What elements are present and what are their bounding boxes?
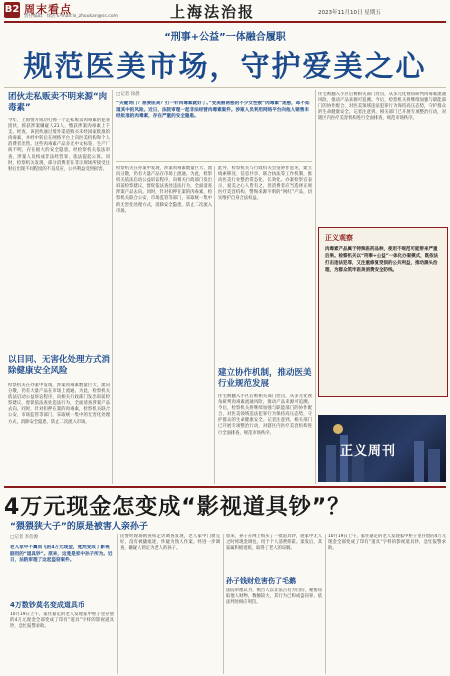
column-rule (214, 166, 215, 484)
article1-subhead-3: 建立协作机制，推动医美行业规范发展 (218, 368, 312, 389)
column-rule (112, 90, 113, 484)
article2-kicker: “猥猥狭大子”的原是被害人亲孙子 (10, 522, 148, 532)
article2-column-2: 民警经现场勘查和走访调查发现，老人家中门窗完好，没有被撬痕迹，怀疑为熟人作案。经进一步调查，嫌疑人锁定为老人的孙子。 (120, 534, 220, 552)
article1-column-4: 住宅被翻入小区后被相关部门处罚，从多元化视角研判肉毒素流通风险，推动产品来源可追溯。今后，检察机关将继续加强与职能部门的协作配合，对医美领域违法犯罪行为保持高压态势，守护群众的生命健康安全。记者注意到，相关部门已开展专项整治行动，对辖区内医疗美容机构进行全面排查，规范市场秩序。 (318, 92, 446, 122)
page-badge: B2 (4, 2, 20, 18)
article1-column-1b: 检察机关在办案中发现，涉案肉毒素数量巨大、流向分散，仍有大量产品在市场上流通。为此，检察机关依法启动公益诉讼程序，向相关行政部门发出诉前检察建议，督促依法查处违法行为，全面清查涉案产品去向。同时，针对扣押在案的肉毒素，检察机关联合公安、市场监管等部门，采取统一集中的无害化处理方式，消除安全隐患，防止二次流入市场。 (8, 383, 110, 425)
editorial-body: 肉毒素产品属于特殊医药品种，使用不规范可能带来严重后果。检察机关以“刑事+公益”一体化办案模式，既依法打击违法犯罪，又注重修复受损的公共利益，推动源头治理，为群众筑牢医美消费安全防线。 (325, 247, 439, 273)
divider (116, 161, 312, 162)
column-rule (325, 534, 326, 674)
column-rule (223, 534, 224, 674)
article2-subhead-2: 孙子钱财危害伤了毛鹅 (226, 577, 296, 585)
article2-lead: 老人家中不翼而飞的4万元现金，竟然变成了影视剧用的“道具钞”。原来，这竟是家中孙子所为。近日，法院审理了这起盗窃案件。 (10, 545, 113, 564)
article2-column-4: 10月19日上午，家住嘉定的老人发现家中柜子里存放的4万元现金全部变成了印有“道具”字样的影视道具钞，急忙报警求助。 (328, 534, 446, 552)
article2-byline: □记者 李浩源 (10, 535, 39, 540)
divider (4, 87, 446, 88)
section-title: 周末看点 (24, 3, 72, 16)
article1-column-3: 此外，检察机关与行政机关会签协作意见，建立线索移送、信息共享、联合执法等工作机制，推动医美行业整治常态化、长效化。办案检察官表示，爱美之心人皆有之，但消费者应当选择正规医疗美容机构，警惕来源不明的“网红”产品，切实维护自身合法权益。 (218, 166, 312, 202)
article1-lead: “关键词门？想要医美？打一针肉毒素就好了。”受美丽诱惑的不少女性被“肉毒素”迷惑，却不知道其中的风险。近日，法院审理一起非法经营肉毒素案件。涉案人员利用网络平台向他人销售未经批准的肉毒素，存在严重的安全隐患。 (116, 101, 310, 120)
article1-title: 规范医美市场，守护爱美之心 (23, 49, 427, 83)
article2-column-3: 原来，孙子在网上购买了一批道具钞，趁家中无人之时将现金调包，用于个人消费挥霍。案发后，其家属积极退赔，取得了老人的谅解。 (226, 534, 322, 552)
zhengyi-banner-label: 正义周刊 (340, 444, 397, 459)
article1-subhead-2: 以目同、无害化处理方式消除健康安全风险 (8, 355, 111, 376)
editorial-heading: 正义观察 (325, 234, 353, 242)
column-rule (315, 90, 316, 484)
newspaper-header (0, 0, 450, 22)
article1-column-3b: 住宅被翻入小区后被相关部门处罚，从多元化视角研判肉毒素流通风险，推动产品来源可追溯。今后，检察机关将继续加强与职能部门的协作配合，对医美领域违法犯罪行为保持高压态势，守护群众的生命健康安全。记者注意到，相关部门已开展专项整治行动，对辖区内医疗美容机构进行全面排查，规范市场秩序。 (218, 394, 312, 436)
article2-column-1: 10月19日上午，家住嘉定的老人发现家中柜子里存放的4万元现金全部变成了印有“道具”字样的影视道具钞，急忙报警求助。 (10, 612, 114, 630)
article1-column-2: 检察机关在办案中发现，涉案肉毒素数量巨大、流向分散，仍有大量产品在市场上流通。为此，检察机关依法启动公益诉讼程序，向相关行政部门发出诉前检察建议，督促依法查处违法行为，全面清查涉案产品去向。同时，针对扣押在案的肉毒素，检察机关联合公安、市场监管等部门，采取统一集中的无害化处理方式，消除安全隐患，防止二次流入市场。 (116, 166, 212, 214)
editorial-box (318, 227, 448, 397)
article1-column-1: 今年，上海警方成功打掉一个走私贩卖肉毒素的犯罪团伙，抓获涉案嫌疑人21人，缴获涉案肉毒素上千支。经查，该团伙通过境外渠道购买未经国家批准的肉毒素，并经中转后在网络平台上向医美机构和个人消费者出售。这些肉毒素产品多无中文标签、生产厂商不明，存在极大的安全隐患。经检察机关依法审查，涉案人员构成非法经营罪，依法提起公诉。同时，检察机关发现，部分消费者在非正规场所接受注射后出现不同程度的不良反应，公共利益受到损害。 (8, 118, 110, 172)
article1-subhead-1: 团伙走私贩卖不明来源“肉毒素” (8, 92, 108, 113)
issue-date: 2023年11月10日 星期五 (318, 10, 381, 16)
article2-title: 4万元现金怎变成“影视道具钞”？ (4, 495, 351, 520)
editor-meta: 责任编辑：徐浩 E-mail:lx_zhoukan@ss.com (24, 14, 118, 19)
article2-column-3b: 法院审理认为，被告人以非法占有为目的，秘密窃取他人财物，数额较大，其行为已构成盗窃罪，依法判处相应刑罚。 (226, 588, 322, 606)
masthead-logo: 上海法治报 (170, 3, 256, 21)
article1-kicker: “刑事+公益”一体融合履职 (164, 32, 286, 43)
header-rule (4, 21, 446, 23)
column-rule (117, 534, 118, 674)
section-divider (4, 486, 446, 488)
article1-byline: □记者 徐晨 (116, 92, 140, 97)
article2-subhead-1: 4万数钞莫名变成道具币 (10, 601, 85, 609)
